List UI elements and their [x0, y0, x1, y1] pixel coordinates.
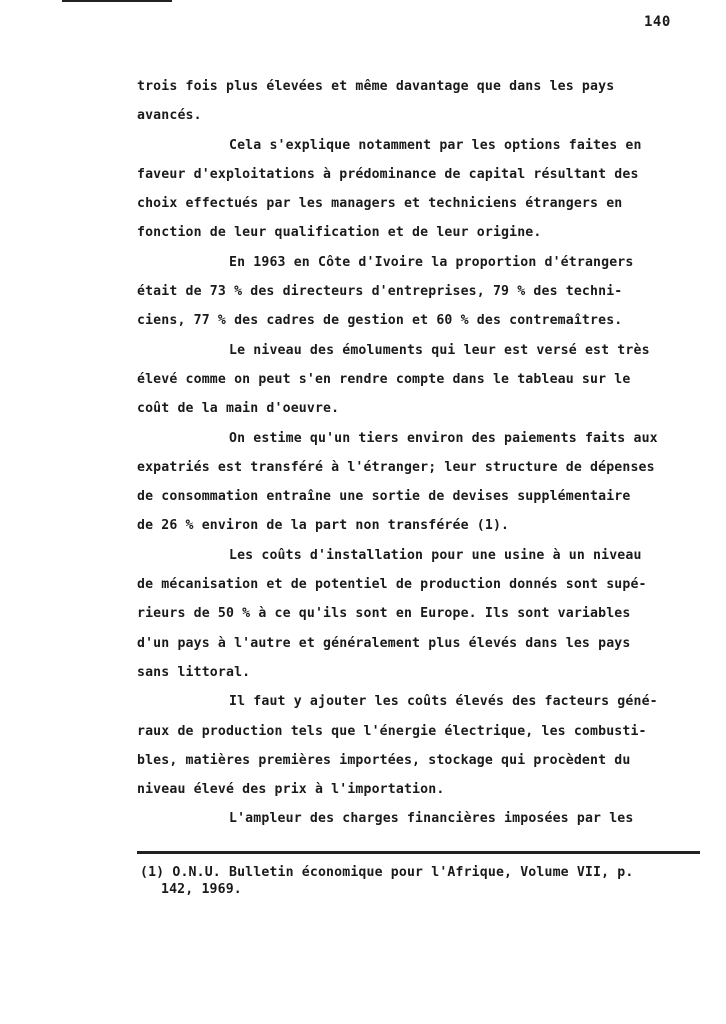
text-line: niveau élevé des prix à l'importation. [137, 782, 445, 798]
footnote-line: (1) O.N.U. Bulletin économique pour l'Afrique, Volume VII, p. [140, 865, 634, 880]
text-line: ciens, 77 % des cadres de gestion et 60 % des contremaîtres. [137, 313, 623, 329]
paragraph-start-line: Le niveau des émoluments qui leur est versé est très [229, 342, 650, 358]
text-line: de consommation entraîne une sortie de devises supplémentaire [137, 489, 631, 505]
page-number: 140 [644, 14, 671, 30]
text-line: de 26 % environ de la part non transférée (1). [137, 518, 510, 534]
body-text [137, 72, 707, 834]
footnote-line: 142, 1969. [161, 882, 242, 897]
top-edge-rule [62, 0, 172, 2]
text-line: d'un pays à l'autre et généralement plus élevés dans les pays [137, 635, 631, 651]
text-line: bles, matières premières importées, stockage qui procèdent du [137, 752, 631, 768]
paragraph-start-line: En 1963 en Côte d'Ivoire la proportion d'étrangers [229, 254, 634, 270]
text-line: fonction de leur qualification et de leur origine. [137, 225, 542, 241]
paragraph-start-line: Il faut y ajouter les coûts élevés des facteurs géné- [229, 694, 658, 710]
paragraph-start-line: L'ampleur des charges financières imposées par les [229, 811, 634, 827]
text-line: raux de production tels que l'énergie électrique, les combusti- [137, 723, 647, 739]
paragraph-start-line: Les coûts d'installation pour une usine à un niveau [229, 547, 642, 563]
text-line: choix effectués par les managers et techniciens étrangers en [137, 196, 623, 212]
text-line: rieurs de 50 % à ce qu'ils sont en Europe. Ils sont variables [137, 606, 631, 622]
text-line: avancés. [137, 108, 202, 124]
paragraph-start-line: Cela s'explique notamment par les options faites en [229, 137, 642, 153]
footnote [140, 864, 710, 898]
text-line: expatriés est transféré à l'étranger; leur structure de dépenses [137, 459, 655, 475]
text-line: était de 73 % des directeurs d'entreprises, 79 % des techni- [137, 284, 623, 300]
text-line: trois fois plus élevées et même davantage que dans les pays [137, 79, 615, 94]
footnote-separator [137, 851, 700, 854]
paragraph-start-line: On estime qu'un tiers environ des paiements faits aux [229, 430, 658, 446]
text-line: de mécanisation et de potentiel de production donnés sont supé- [137, 577, 647, 593]
text-line: faveur d'exploitations à prédominance de capital résultant des [137, 166, 639, 182]
text-line: élevé comme on peut s'en rendre compte dans le tableau sur le [137, 371, 631, 387]
text-line: coût de la main d'oeuvre. [137, 401, 340, 417]
text-line: sans littoral. [137, 664, 251, 680]
